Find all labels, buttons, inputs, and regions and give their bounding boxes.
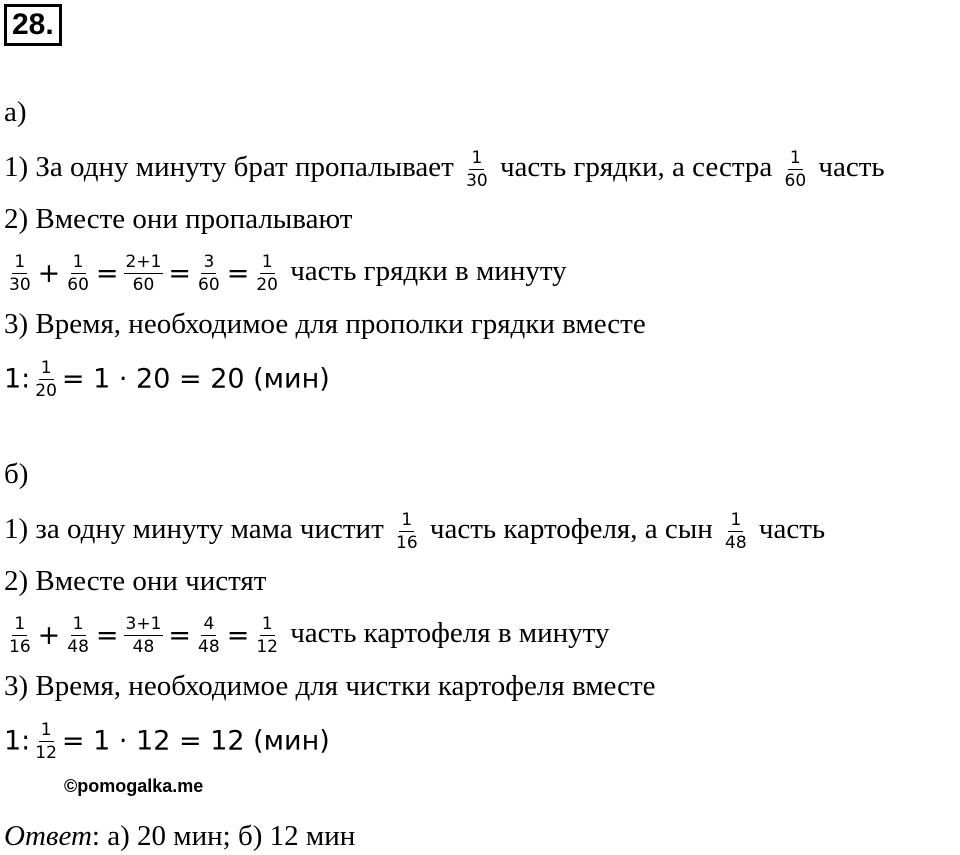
part-a-line-1 [4, 148, 885, 191]
fraction: $\frac{3+1}{48}$ [125, 614, 162, 657]
division-result: = 1 · 20 = 20 (мин) [61, 363, 330, 395]
answer [4, 818, 355, 854]
part-b-label: б) [4, 458, 29, 490]
part-a-line-1-text-3: часть [818, 151, 885, 184]
part-b-line-3-text: часть картофеля в минуту [290, 617, 610, 650]
part-b-line-3 [4, 614, 609, 657]
part-b-line-4: 3) Время, необходимое для чистки картофеля вместе [4, 670, 656, 702]
fraction: $\frac{3}{60}$ [198, 252, 220, 295]
part-a-line-4: 3) Время, необходимое для прополки грядки вместе [4, 308, 646, 340]
part-b-line-1-text-3: часть [758, 513, 826, 546]
equals-sign: = [95, 619, 119, 651]
fraction: $\frac{1}{20}$ [35, 358, 57, 401]
watermark: ©pomogalka.me [64, 776, 204, 796]
fraction: $\frac{4}{48}$ [198, 614, 220, 657]
equals-sign: = [168, 257, 192, 289]
equals-sign: = [95, 257, 119, 289]
equals-sign: = [168, 619, 192, 651]
equals-sign: = [226, 257, 250, 289]
equals-sign: = [226, 619, 250, 651]
fraction: $\frac{1}{60}$ [67, 252, 89, 295]
part-a-line-2: 2) Вместе они пропалывают [4, 203, 353, 235]
fraction: $\frac{1}{20}$ [256, 252, 278, 295]
answer-label: Ответ [4, 820, 92, 852]
fraction: $\frac{2+1}{60}$ [125, 252, 162, 295]
part-b-line-1-text-1: 1) за одну минуту мама чистит [4, 513, 384, 546]
problem-number: 28. [4, 4, 62, 46]
fraction: $\frac{1}{12}$ [35, 720, 57, 763]
plus-sign: + [37, 257, 61, 289]
fraction: $\frac{1}{30}$ [9, 252, 31, 295]
part-a-line-1-text-2: часть грядки, а сестра [499, 151, 773, 184]
division-prefix: 1: [4, 363, 31, 395]
fraction: $\frac{1}{16}$ [9, 614, 31, 657]
fraction: $\frac{1}{16}$ [396, 510, 418, 553]
part-b-line-5 [4, 720, 330, 763]
part-a-line-5 [4, 358, 330, 401]
part-a-label: а) [4, 96, 27, 128]
part-a-line-3-text: часть грядки в минуту [290, 255, 567, 288]
fraction: $\frac{1}{48}$ [725, 510, 747, 553]
fraction: $\frac{1}{12}$ [256, 614, 278, 657]
answer-text: : а) 20 мин; б) 12 мин [91, 820, 356, 852]
fraction: $\frac{1}{30}$ [466, 148, 488, 191]
plus-sign: + [37, 619, 61, 651]
part-a-line-3 [4, 252, 567, 295]
part-b-line-1 [4, 510, 825, 553]
fraction: $\frac{1}{48}$ [67, 614, 89, 657]
part-b-line-2: 2) Вместе они чистят [4, 565, 267, 597]
fraction: $\frac{1}{60}$ [784, 148, 807, 191]
division-prefix: 1: [4, 725, 31, 757]
part-b-line-1-text-2: часть картофеля, а сын [429, 513, 713, 546]
part-a-line-1-text-1: 1) За одну минуту брат пропалывает [4, 151, 454, 184]
division-result: = 1 · 12 = 12 (мин) [61, 725, 330, 757]
